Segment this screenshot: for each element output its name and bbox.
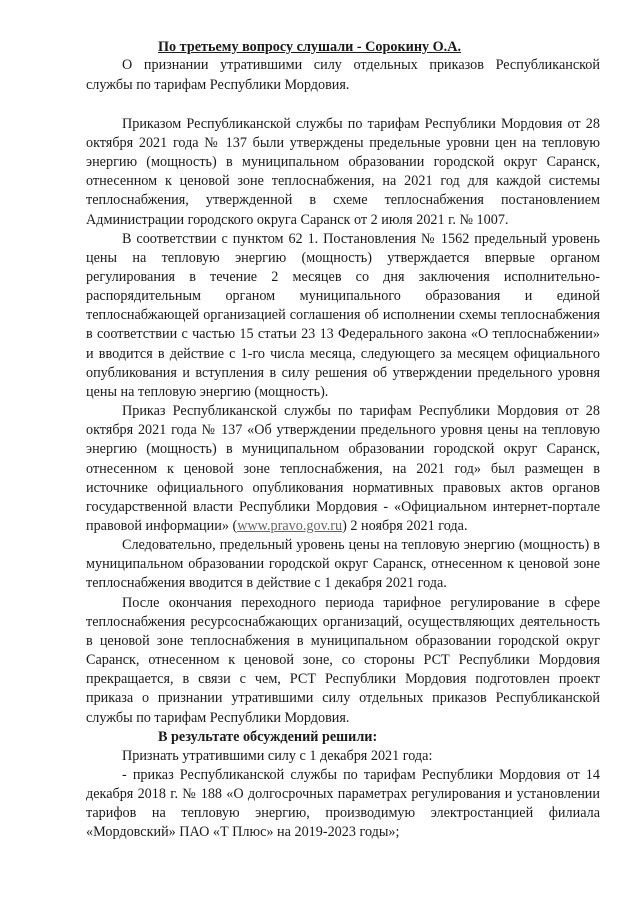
paragraph-order-137: Приказом Республиканской службы по тарифам Республики Мордовия от 28 октября 2021 года № 137 были утверждены предельные уровни цен на тепловую энергию (мощность) в муниципальном образовании городской округ Саранск, отнесенном к ценовой зоне теплоснабжения, на 2021 год для каждой системы теплоснабжения, утвержденной в схеме теплоснабжения постановлением Администрации городского округа Саранск от 2 июля 2021 г. № 1007. <box>86 115 600 228</box>
decision-heading: В результате обсуждений решили: <box>158 728 378 745</box>
paragraph-resolution-1562: В соответствии с пунктом 62 1. Постановления № 1562 предельный уровень цены на тепловую энергию (мощность) утверждается впервые органом регулирования в течение 2 месяцев со дня заключения исполнительно-распорядительным органом муниципального образования и единой теплоснабжающей организацией соглашения об исполнении схемы теплоснабжения в соответствии с частью 15 статьи 23 13 Федерального закона «О теплоснабжении» и вводится в действие с 1-го числа месяца, следующего за месяцем официального опубликования и вступления в силу решения об утверждении предельного уровня цены на тепловую энергию (мощность). <box>86 230 600 400</box>
paragraph-transition: После окончания переходного периода тарифное регулирование в сфере теплоснабжения ресурсоснабжающих организаций, осуществляющих деятельность в ценовой зоне теплоснабжения в муниципальном образовании городской округ Саранск, отнесенном к ценовой зоне, со стороны РСТ Республики Мордовия прекращается, в связи с чем, РСТ Республики Мордовия подготовлен проект приказа о признании утратившими силу отдельных приказов Республиканской службы по тарифам Республики Мордовия. <box>86 594 600 726</box>
publication-text: Приказ Республиканской службы по тарифам Республики Мордовия от 28 октября 2021 года № 137 «Об утверждении предельного уровня цены на тепловую энергию (мощность) в муниципальном образовании городской округ Саранск, отнесенном к ценовой зоне теплоснабжения, на 2021 год» был размещен в источнике официального опубликования нормативных правовых актов органов государственной власти Республики Мордовия - «Официальном интернет-портале правовой информации» ( <box>86 403 600 534</box>
subject-paragraph: О признании утратившими силу отдельных приказов Республиканской службы по тарифам Республики Мордовия. <box>86 57 600 93</box>
decision-intro: Признать утратившими силу с 1 декабря 2021 года: <box>122 747 433 764</box>
heading-text: По третьему вопросу слушали - Сорокину О.А. <box>158 39 462 55</box>
document-page <box>86 38 600 843</box>
decision-item: - приказ Республиканской службы по тарифам Республики Мордовия от 14 декабря 2018 г. № 188 «О долгосрочных параметрах регулирования и установлении тарифов на тепловую энергию, производимую электростанцией филиала «Мордовский» ПАО «Т Плюс» на 2019-2023 годы»; <box>86 766 600 841</box>
pravo-gov-link[interactable]: www.pravo.gov.ru <box>237 518 343 534</box>
paragraph-publication <box>86 402 600 536</box>
agenda-heading <box>86 38 600 56</box>
publication-date-text: ) 2 ноября 2021 года. <box>342 518 468 534</box>
paragraph-consequence: Следовательно, предельный уровень цены на тепловую энергию (мощность) в муниципальном образовании городской округ Саранск, отнесенном к ценовой зоне теплоснабжения вводится в действие с 1 декабря 2021 года. <box>86 537 600 592</box>
